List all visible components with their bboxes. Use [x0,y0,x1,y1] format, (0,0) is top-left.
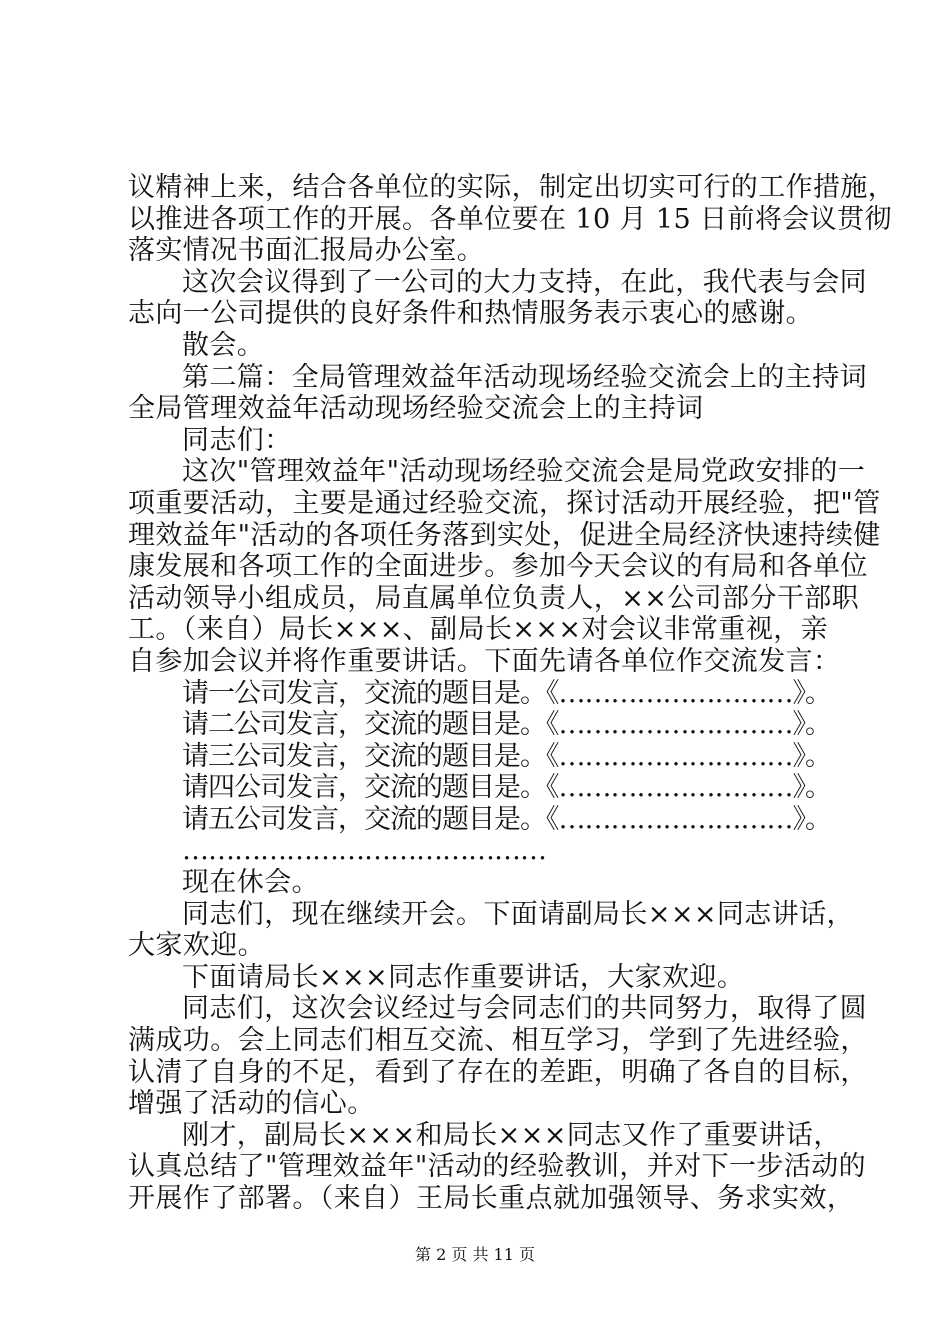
text-line: 项重要活动，主要是通过经验交流，探讨活动开展经验，把"管 [128,487,881,519]
text-line: 议精神上来，结合各单位的实际，制定出切实可行的工作措施， [128,172,896,203]
text-line: 理效益年"活动的各项任务落到实处，促进全局经济快速持续健 [128,519,881,551]
section-subheading: 全局管理效益年活动现场经验交流会上的主持词 [128,393,704,425]
section-heading: 第二篇：全局管理效益年活动现场经验交流会上的主持词 [182,361,867,393]
speaker-line: 请三公司发言，交流的题目是。《………………………》。 [182,740,831,772]
text-line: 认真总结了"管理效益年"活动的经验教训，并对下一步活动的 [128,1151,867,1183]
speaker-line: 请二公司发言，交流的题目是。《………………………》。 [182,709,831,741]
text-line: 这次会议得到了一公司的大力支持，在此，我代表与会同 [182,266,867,298]
ellipsis-line: …………………………………… [182,835,546,867]
text-line: 康发展和各项工作的全面进步。参加今天会议的有局和各单位 [128,551,868,583]
text-line: 大家欢迎。 [128,930,265,962]
page-number-footer: 第 2 页 共 11 页 [415,1245,535,1264]
text-line: 散会。 [182,329,265,361]
text-line: 开展作了部署。（来自）王局长重点就加强领导、务求实效， [128,1183,855,1214]
text-line: 刚才，副局长×××和局长×××同志又作了重要讲话， [182,1119,841,1151]
text-line: 增强了活动的信心。 [128,1088,375,1120]
speaker-line: 请一公司发言，交流的题目是。《………………………》。 [182,677,831,709]
text-line: 满成功。会上同志们相互交流、相互学习，学到了先进经验， [128,1025,868,1057]
text-line: 现在休会。 [182,867,319,899]
text-line: 以推进各项工作的开展。各单位要在 10 月 15 日前将会议贯彻 [128,203,892,235]
salutation: 同志们： [182,424,292,456]
speaker-line: 请五公司发言，交流的题目是。《………………………》。 [182,803,831,835]
text-line: 活动领导小组成员，局直属单位负责人，××公司部分干部职 [128,582,860,614]
text-line: 落实情况书面汇报局办公室。 [128,235,485,267]
speaker-line: 请四公司发言，交流的题目是。《………………………》。 [182,772,831,804]
text-line: 自参加会议并将作重要讲话。下面先请各单位作交流发言： [128,645,841,677]
text-line: 下面请局长×××同志作重要讲话，大家欢迎。 [182,961,745,993]
text-line: 认清了自身的不足，看到了存在的差距，明确了各自的目标， [128,1056,868,1088]
text-line: 同志们，现在继续开会。下面请副局长×××同志讲话， [182,898,854,930]
document-body [128,172,896,1215]
text-line: 同志们，这次会议经过与会同志们的共同努力，取得了圆 [182,993,867,1025]
text-line: 这次"管理效益年"活动现场经验交流会是局党政安排的一 [182,456,866,488]
text-line: 志向一公司提供的良好条件和热情服务表示衷心的感谢。 [128,298,813,330]
text-line: 工。（来自）局长×××、副局长×××对会议非常重视，亲 [128,614,829,646]
